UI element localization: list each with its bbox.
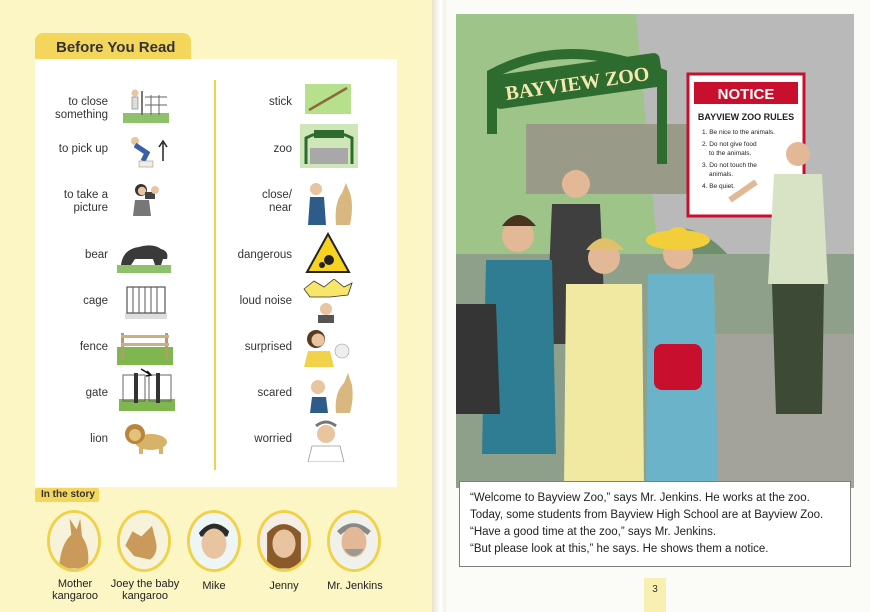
- surprised-girl-icon: [300, 325, 356, 367]
- vocab-word: surprised: [244, 341, 292, 353]
- character-name-line: kangaroo: [122, 590, 168, 602]
- lion-icon: [121, 418, 171, 456]
- rules-title: BAYVIEW ZOO RULES: [697, 112, 795, 122]
- vocab-word-line: to close: [68, 96, 108, 108]
- story-line: “But please look at this,” he says. He shows them a notice.: [470, 543, 769, 555]
- mother-kangaroo-avatar: [47, 510, 101, 572]
- vocab-word: dangerous: [237, 249, 292, 261]
- character-name: Mike: [202, 580, 226, 592]
- story-line: Today, some students from Bayview High School are at Bayview Zoo.: [470, 509, 824, 521]
- scared-boy-icon: [300, 371, 356, 413]
- character-name: Jenny: [269, 580, 299, 592]
- boy-near-kangaroo-icon: [300, 179, 358, 225]
- rule-line: 4. Be quiet.: [702, 183, 735, 190]
- person-picking-up-icon: [123, 131, 169, 169]
- vocab-word: loud noise: [239, 295, 292, 307]
- mr-jenkins-avatar: [327, 510, 381, 572]
- column-divider: [214, 80, 216, 470]
- vocab-word: scared: [257, 387, 292, 399]
- vocab-word: cage: [83, 295, 108, 307]
- vocab-word: lion: [90, 433, 108, 445]
- character-name-line: kangaroo: [52, 590, 98, 602]
- vocab-word-line: picture: [73, 202, 108, 214]
- before-you-read-header: Before You Read: [35, 33, 191, 59]
- rule-line: 2. Do not give food: [702, 141, 757, 148]
- page-number: 3: [644, 578, 666, 612]
- character-name-line: Joey the baby: [110, 578, 180, 590]
- vocab-word: fence: [79, 341, 108, 353]
- zoo-entrance-icon: [300, 124, 358, 168]
- character-name-line: Mother: [57, 578, 93, 590]
- story-line: “Welcome to Bayview Zoo,” says Mr. Jenkins. He works at the zoo.: [470, 492, 810, 504]
- character-name: Mr. Jenkins: [327, 580, 383, 592]
- story-text-box: [459, 481, 851, 567]
- joey-kangaroo-avatar: [117, 510, 171, 572]
- vocab-word: [48, 189, 108, 215]
- rule-line: to the animals.: [709, 150, 752, 157]
- boom-noise-icon: [300, 279, 354, 323]
- warning-sign-icon: [305, 232, 351, 274]
- vocab-word: [230, 189, 292, 215]
- vocab-word: stick: [269, 96, 292, 108]
- mike-avatar: [187, 510, 241, 572]
- notice-title: NOTICE: [717, 86, 775, 103]
- fence-icon: [117, 327, 173, 365]
- zoo-sign-text: BAYVIEW ZOO: [504, 62, 651, 105]
- rule-line: 1. Be nice to the animals.: [702, 129, 775, 136]
- vocab-word: bear: [84, 249, 108, 261]
- vocab-word: zoo: [273, 143, 292, 155]
- person-with-camera-icon: [123, 178, 169, 216]
- vocab-word-line: something: [54, 109, 108, 121]
- rule-line: animals.: [709, 171, 734, 178]
- vocab-word-line: close/: [261, 189, 292, 201]
- person-closing-gate-icon: [123, 85, 169, 123]
- vocab-word-line: to take a: [63, 189, 108, 201]
- vocab-word: [48, 96, 108, 122]
- gate-icon: [119, 365, 175, 411]
- stick-icon: [305, 84, 351, 114]
- rule-line: 3. Do not touch the: [702, 162, 757, 169]
- vocab-word: worried: [254, 433, 292, 445]
- book-gutter: [432, 0, 446, 612]
- in-the-story-label: In the story: [35, 488, 99, 502]
- cage-icon: [123, 283, 169, 321]
- vocab-word: gate: [85, 387, 108, 399]
- vocab-word-line: near: [268, 202, 292, 214]
- jenny-avatar: [257, 510, 311, 572]
- vocab-word: to pick up: [58, 143, 108, 155]
- bear-icon: [117, 235, 171, 273]
- worried-man-icon: [300, 418, 356, 462]
- story-line: “Have a good time at the zoo,” says Mr. Jenkins.: [470, 526, 717, 538]
- story-illustration: [456, 14, 854, 488]
